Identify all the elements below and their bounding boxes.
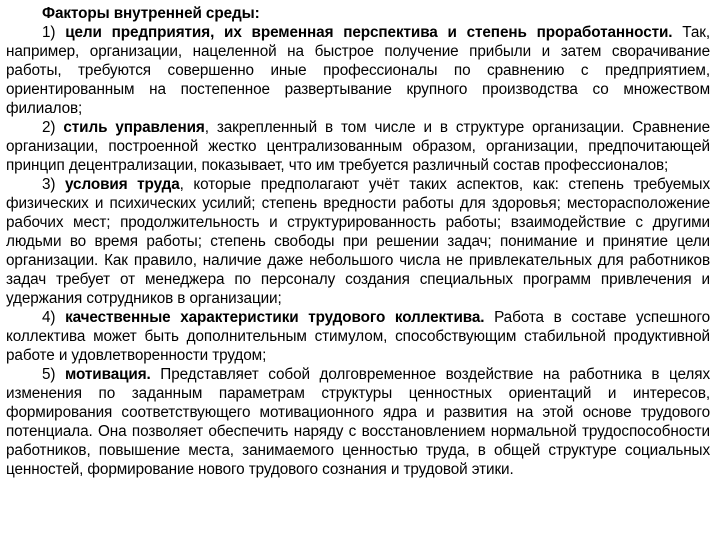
factor-text: Работа в составе успешного коллектива может быть дополнительным стимулом, способствующим стабильной продуктивной работе и удовлетворенности трудом; <box>6 309 710 364</box>
factor-text: , которые предполагают учёт таких аспектов, как: степень требуемых физических и психических усилий; степень вредности работы для здоровья; месторасположение рабочих мест; продолжительность и структурированность работы; взаимодействие с другими людьми во время работы; степень свободы при решении задач; понимание и принятие цели организации. Как правило, наличие даже небольшого числа не привлекательных для работников задач требует от менеджера по персоналу создания специальных программ привлечения и удержания сотрудников в организации; <box>6 176 711 307</box>
factor-item-2 <box>6 118 710 175</box>
factor-term: качественные характеристики трудового коллектива. <box>65 309 485 326</box>
factor-term: условия труда <box>65 176 180 193</box>
factor-term: цели предприятия, их временная перспектива и степень проработанности. <box>65 24 673 41</box>
factor-number: 2) <box>42 119 56 136</box>
factor-number: 1) <box>42 24 56 41</box>
document-body <box>6 4 710 479</box>
factor-item-5 <box>6 365 710 479</box>
factor-number: 3) <box>42 176 56 193</box>
factor-term: мотивация. <box>65 366 151 383</box>
factor-text: , закрепленный в том числе и в структуре организации. Сравнение организации, построенной жестко централизованным образом, организации, предпочитающей принцип децентрализации, показывает, что им требуется различный состав профессионалов; <box>6 119 710 174</box>
factor-item-1 <box>6 23 710 118</box>
factor-term: стиль управления <box>63 119 205 136</box>
heading-title: Факторы внутренней среды: <box>42 5 260 22</box>
factor-item-4 <box>6 308 710 365</box>
factor-number: 5) <box>42 366 56 383</box>
factor-text: Представляет собой долговременное воздействие на работника в целях изменения по заданным параметрам структуры ценностных ориентаций и интересов, формирования соответствующего мотивационного ядра и развития на этой основе трудового потенциала. Она позволяет обеспечить наряду с восстановлением нормальной трудоспособности работников, повышение места, занимаемого ценностью труда, в общей структуре социальных ценностей, формирование нового трудового сознания и трудовой этики. <box>6 366 710 478</box>
factor-text: Так, например, организации, нацеленной на быстрое получение прибыли и затем сворачивание работы, требуются совершенно иные профессионалы по сравнению с предприятием, ориентированным на постепенное развертывание крупного производства со множеством филиалов; <box>6 24 710 117</box>
factor-number: 4) <box>42 309 56 326</box>
factor-item-3 <box>6 175 710 308</box>
heading-paragraph <box>6 4 710 23</box>
